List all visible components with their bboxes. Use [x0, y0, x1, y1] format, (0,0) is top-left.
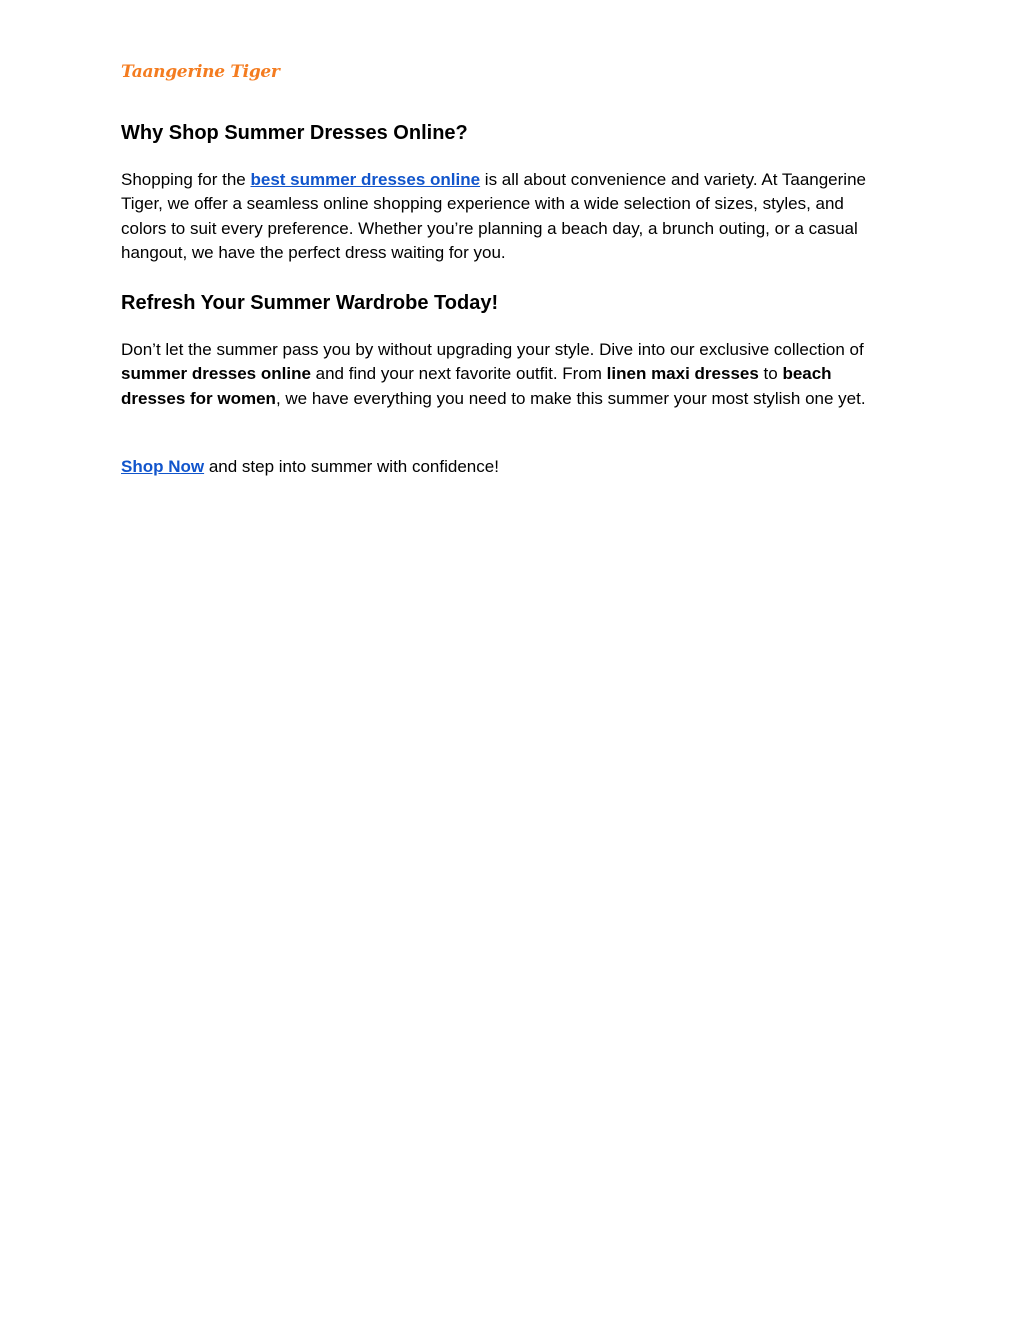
bold-linen-maxi-dresses: linen maxi dresses — [606, 364, 759, 384]
bold-summer-dresses-online: summer dresses online — [121, 364, 311, 384]
shop-now-link[interactable]: Shop Now — [121, 457, 205, 476]
heading-why-shop: Why Shop Summer Dresses Online? — [121, 122, 468, 144]
paragraph-text: Shopping for the — [121, 170, 251, 189]
paragraph-text: , we have everything you need to make this summer your most stylish one yet. — [275, 388, 866, 408]
best-summer-dresses-link[interactable]: best summer dresses online — [250, 170, 481, 189]
paragraph-call-to-action — [121, 455, 881, 479]
heading-refresh-wardrobe: Refresh Your Summer Wardrobe Today! — [121, 292, 499, 314]
paragraph-text: to — [758, 364, 783, 384]
paragraph-text: Don’t let the summer pass you by without upgrading your style. Dive into our exclusive collection of — [121, 340, 864, 359]
paragraph-text: and find your next favorite outfit. From — [310, 364, 607, 384]
paragraph-refresh-wardrobe — [121, 338, 881, 411]
bold-beach-dresses-for-women: beach dresses for women — [121, 364, 832, 408]
paragraph-text: is all about convenience and variety. At Taangerine Tiger, we offer a seamless online shopping experience with a wide selection of sizes, styles, and colors to suit every preference. Whether you’re planning a beach day, a brunch outing, or a casual hangout, we have the perfect dress waiting for you. — [121, 170, 866, 262]
paragraph-text: and step into summer with confidence! — [204, 457, 499, 476]
paragraph-why-shop — [121, 168, 881, 265]
brand-logo: Taangerine Tiger — [121, 62, 280, 82]
